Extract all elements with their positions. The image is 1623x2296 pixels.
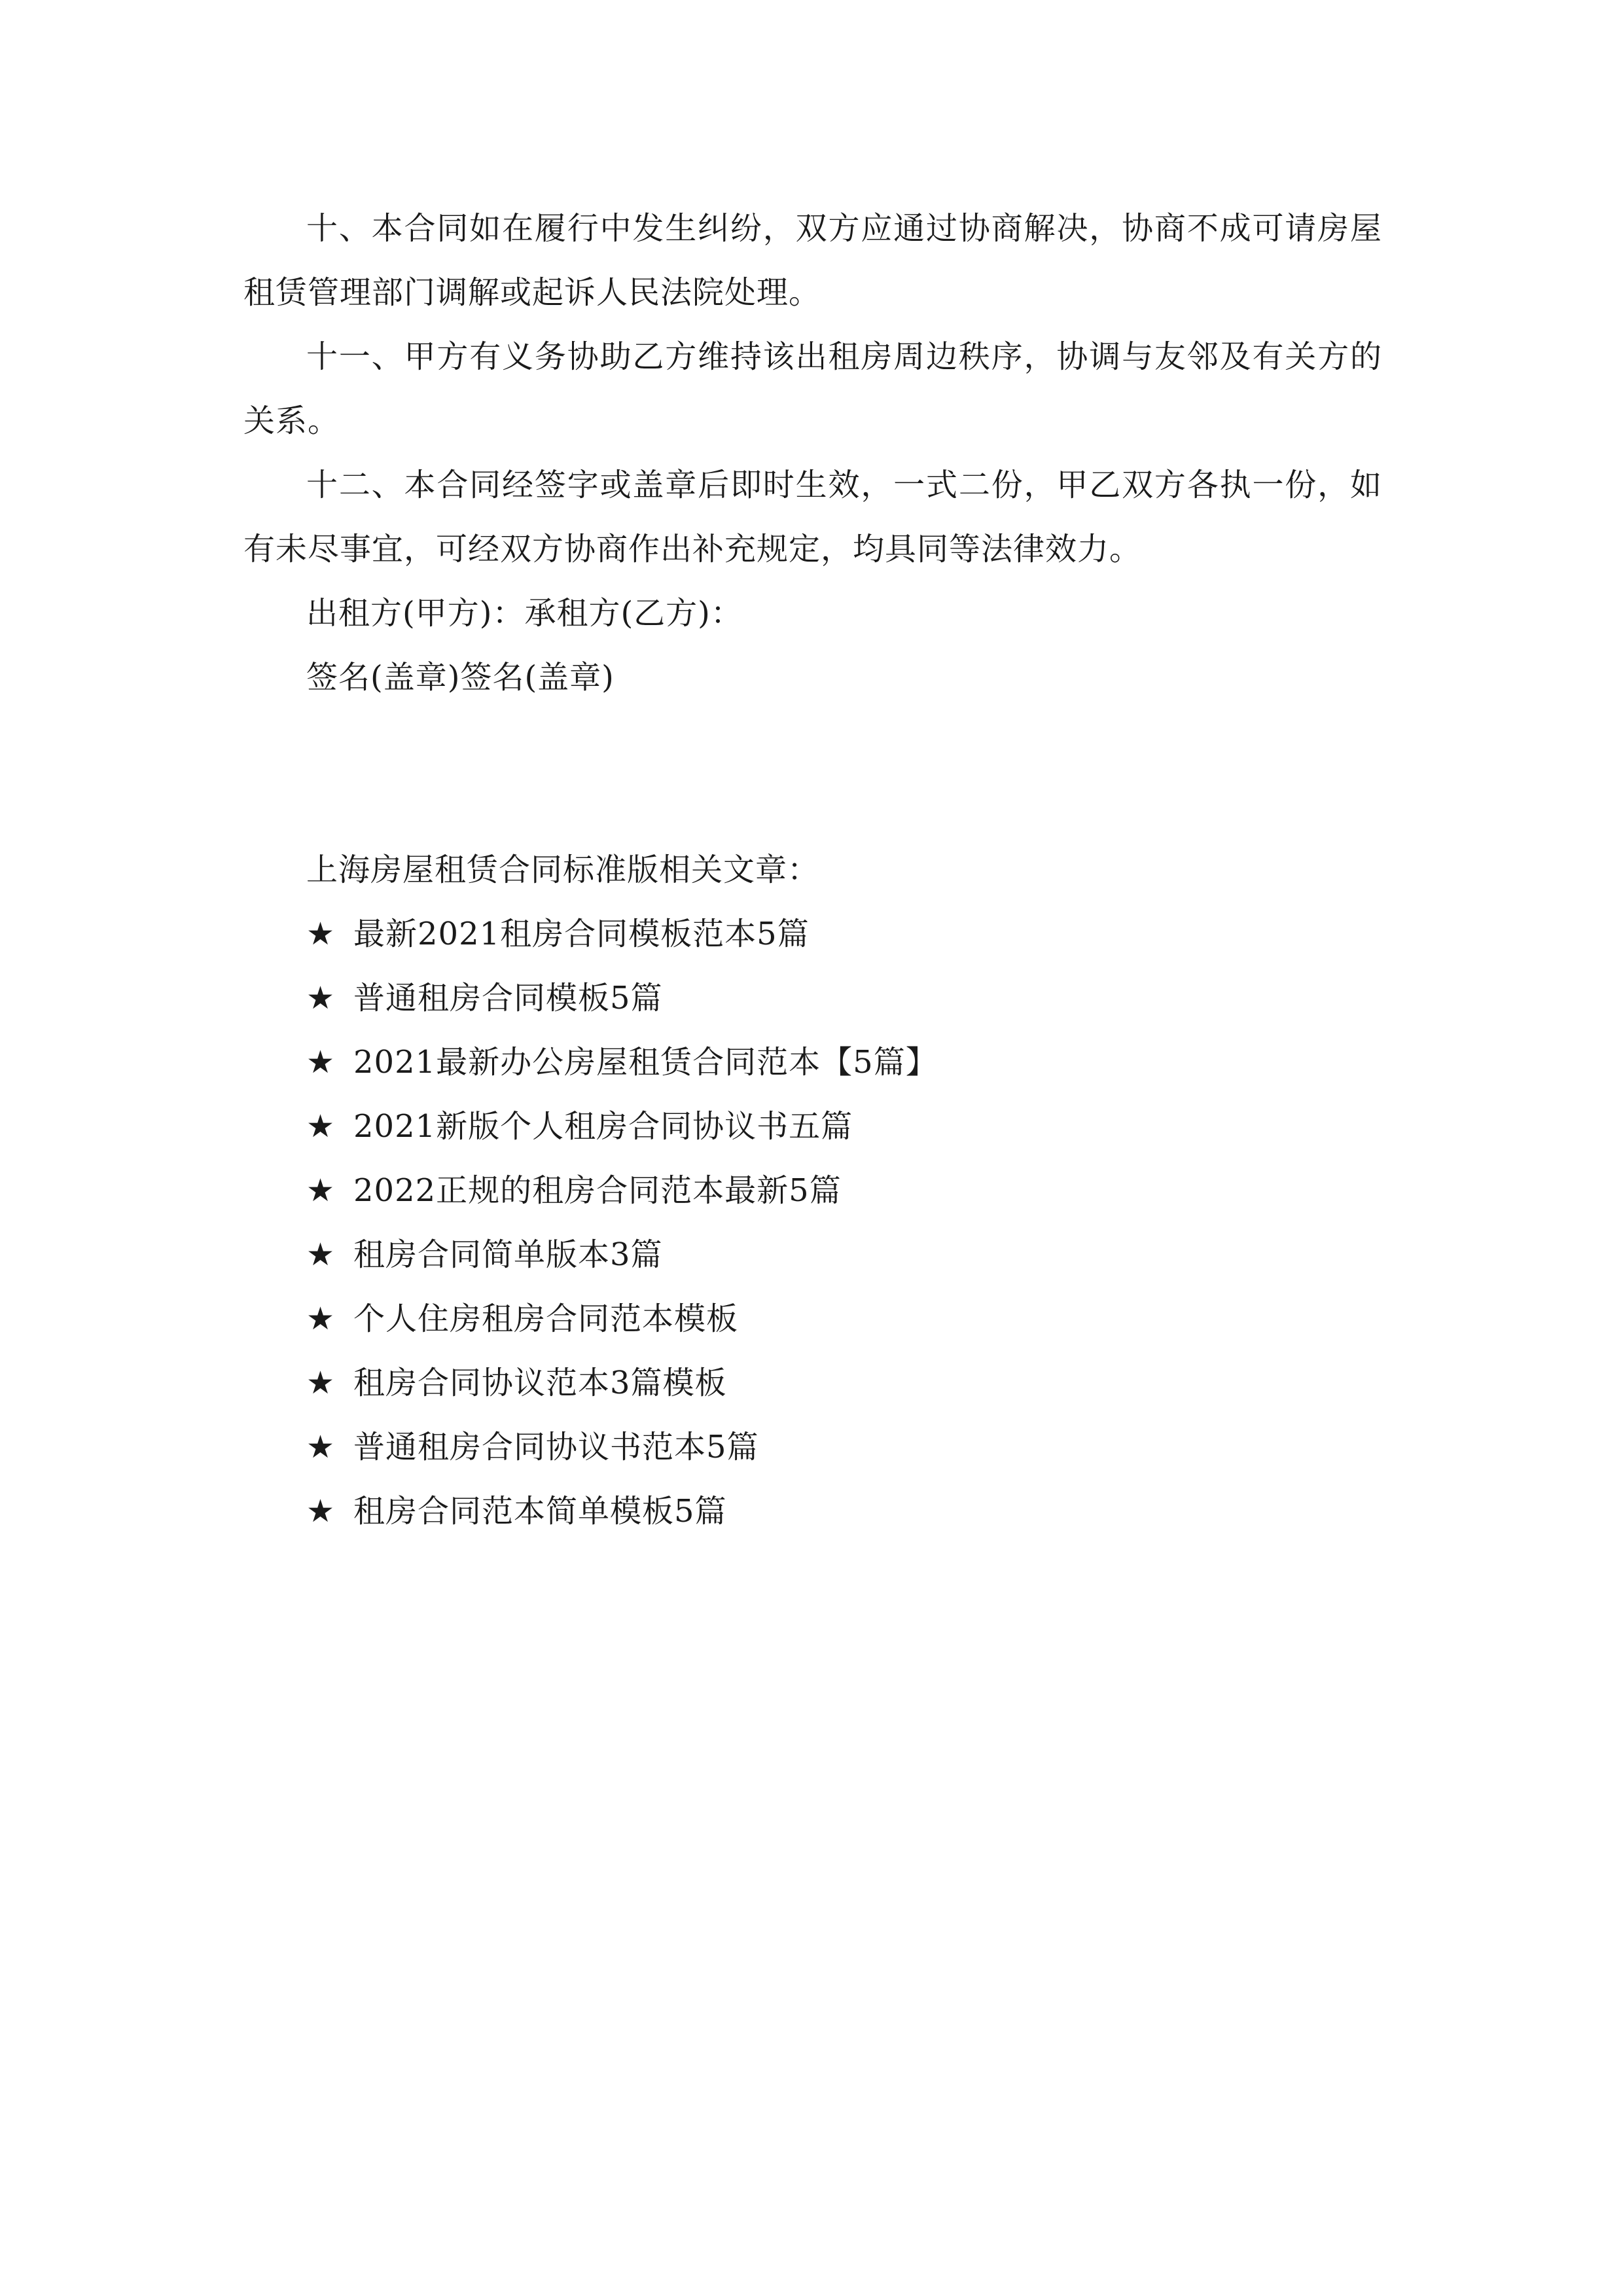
star-icon: ★	[306, 1493, 336, 1530]
related-article-link[interactable]	[243, 1094, 1382, 1158]
related-article-title[interactable]: 2021最新办公房屋租赁合同范本【5篇】	[353, 1044, 938, 1081]
star-icon: ★	[306, 1300, 336, 1337]
related-article-title[interactable]: 租房合同简单版本3篇	[353, 1236, 663, 1273]
star-icon: ★	[306, 1429, 336, 1465]
page-content	[243, 196, 1382, 1543]
related-article-link[interactable]	[243, 1351, 1382, 1415]
clause-eleven: 十一、甲方有义务协助乙方维持该出租房周边秩序，协调与友邻及有关方的关系。	[243, 338, 1382, 439]
related-articles-list	[243, 902, 1382, 1543]
clause-ten: 十、本合同如在履行中发生纠纷，双方应通过协商解决，协商不成可请房屋租赁管理部门调解或起诉人民法院处理。	[243, 210, 1382, 311]
star-icon: ★	[306, 1236, 336, 1273]
related-article-link[interactable]	[243, 1223, 1382, 1287]
related-article-title[interactable]: 普通租房合同模板5篇	[353, 980, 663, 1016]
related-article-title[interactable]: 个人住房租房合同范本模板	[353, 1300, 739, 1337]
signature-parties: 出租方(甲方)：承租方(乙方)：	[306, 595, 743, 632]
related-article-link[interactable]	[243, 1158, 1382, 1223]
star-icon: ★	[306, 980, 336, 1016]
related-article-title[interactable]: 租房合同范本简单模板5篇	[353, 1493, 727, 1530]
star-icon: ★	[306, 1172, 336, 1209]
signature-signs: 签名(盖章)签名(盖章)	[306, 659, 615, 696]
related-article-title[interactable]: 最新2021租房合同模板范本5篇	[353, 916, 810, 952]
related-article-title[interactable]: 2021新版个人租房合同协议书五篇	[353, 1108, 853, 1145]
related-article-title[interactable]: 2022正规的租房合同范本最新5篇	[353, 1172, 842, 1209]
star-icon: ★	[306, 1365, 336, 1401]
star-icon: ★	[306, 1108, 336, 1145]
related-articles-title: 上海房屋租赁合同标准版相关文章：	[306, 852, 820, 888]
star-icon: ★	[306, 916, 336, 952]
clause-twelve: 十二、本合同经签字或盖章后即时生效，一式二份，甲乙双方各执一份，如有未尽事宜，可经双方协商作出补充规定，均具同等法律效力。	[243, 467, 1382, 567]
related-article-link[interactable]	[243, 1287, 1382, 1351]
related-article-link[interactable]	[243, 1030, 1382, 1094]
star-icon: ★	[306, 1044, 336, 1081]
related-article-link[interactable]	[243, 966, 1382, 1030]
related-article-title[interactable]: 租房合同协议范本3篇模板	[353, 1365, 727, 1401]
related-article-link[interactable]	[243, 902, 1382, 966]
section-spacer	[243, 709, 1382, 838]
related-article-link[interactable]	[243, 1479, 1382, 1543]
related-article-title[interactable]: 普通租房合同协议书范本5篇	[353, 1429, 759, 1465]
related-article-link[interactable]	[243, 1415, 1382, 1479]
